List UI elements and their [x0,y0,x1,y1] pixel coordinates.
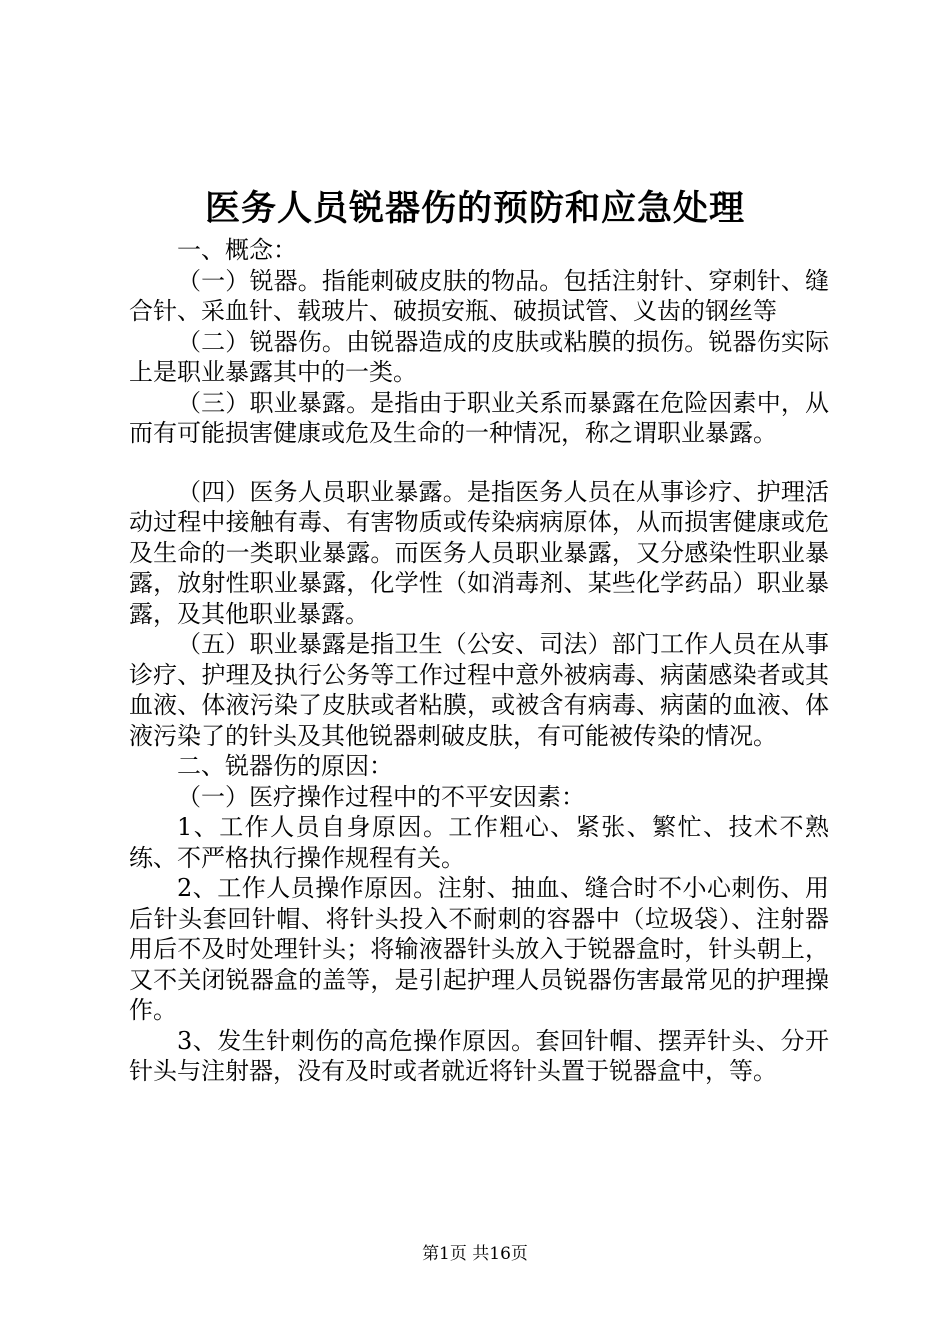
subheading-unsafe-factors: （一）医疗操作过程中的不平安因素： [177,782,585,811]
list-item-personal-causes: 1、工作人员自身原因。工作粗心、紧张、繁忙、技术不熟练、不严格执行操作规程有关。 [129,813,829,872]
paragraph-medical-staff-exposure: （四）医务人员职业暴露。是指医务人员在从事诊疗、护理活动过程中接触有毒、有害物质或传染病病原体，从而损害健康或危及生命的一类职业暴露。而医务人员职业暴露，又分感染性职业暴露，放射性职业暴露，化学性（如消毒剂、某些化学药品）职业暴露，及其他职业暴露。 [129,477,829,628]
paragraph-sharps-definition: （一）锐器。指能刺破皮肤的物品。包括注射针、穿刺针、缝合针、采血针、载玻片、破损安瓶、破损试管、义齿的钢丝等 [129,266,829,325]
document-body [129,235,829,1087]
document-title: 医务人员锐器伤的预防和应急处理 [204,188,745,229]
paragraph-spacer [129,449,829,477]
section-heading-causes: 二、锐器伤的原因： [177,752,393,780]
list-item-operation-causes: 2、工作人员操作原因。注射、抽血、缝合时不小心刺伤、用后针头套回针帽、将针头投入不耐刺的容器中（垃圾袋）、注射器用后不及时处理针头；将输液器针头放入于锐器盒时，针头朝上，又不关闭锐器盒的盖等，是引起护理人员锐器伤害最常见的护理操作。 [129,874,829,1024]
section-heading-concepts: 一、概念： [177,236,297,264]
paragraph-occupational-exposure: （三）职业暴露。是指由于职业关系而暴露在危险因素中，从而有可能损害健康或危及生命的一种情况，称之谓职业暴露。 [129,388,829,447]
list-item-high-risk-causes: 3、发生针刺伤的高危操作原因。套回针帽、摆弄针头、分开针头与注射器，没有及时或者就近将针头置于锐器盒中，等。 [129,1026,829,1085]
paragraph-sharps-injury: （二）锐器伤。由锐器造成的皮肤或粘膜的损伤。锐器伤实际上是职业暴露其中的一类。 [129,327,829,386]
page-number-footer: 第1页 共16页 [422,1244,528,1264]
paragraph-exposure-scope: （五）职业暴露是指卫生（公安、司法）部门工作人员在从事诊疗、护理及执行公务等工作过程中意外被病毒、病菌感染者或其血液、体液污染了皮肤或者粘膜，或被含有病毒、病菌的血液、体液污染了的针头及其他锐器刺破皮肤，有可能被传染的情况。 [129,630,829,750]
